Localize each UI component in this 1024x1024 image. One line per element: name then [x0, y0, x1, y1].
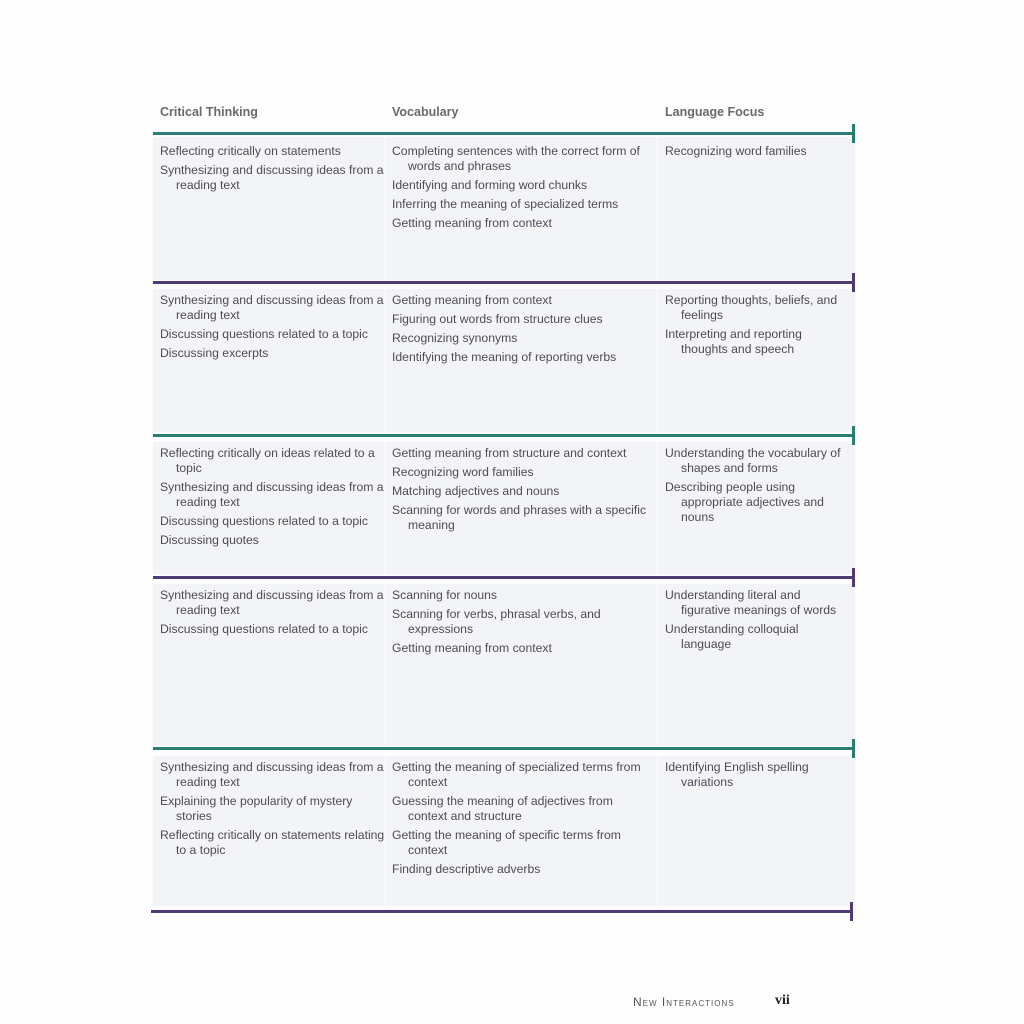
list-item: Interpreting and reporting thoughts and speech — [665, 327, 802, 356]
list-item: Guessing the meaning of adjectives from context and structure — [392, 794, 613, 823]
list-item: Discussing excerpts — [160, 346, 269, 360]
column-divider — [657, 137, 658, 907]
column-divider — [385, 137, 386, 907]
language-focus-cell — [665, 760, 850, 794]
list-item: Scanning for nouns — [392, 588, 498, 602]
list-item: Discussing quotes — [160, 533, 259, 547]
list-item: Synthesizing and discussing ideas from a reading text — [160, 588, 384, 617]
list-item: Recognizing synonyms — [392, 331, 518, 345]
list-item: Recognizing word families — [392, 465, 534, 479]
running-footer-title: New Interactions — [633, 995, 735, 1009]
row-rule — [153, 434, 854, 437]
list-item: Matching adjectives and nouns — [392, 484, 560, 498]
language-focus-cell — [665, 293, 850, 361]
row-rule — [153, 747, 854, 750]
list-item: Discussing questions related to a topic — [160, 327, 368, 341]
list-item: Discussing questions related to a topic — [160, 622, 368, 636]
list-item: Describing people using appropriate adjectives and nouns — [665, 480, 824, 524]
row-rule — [153, 281, 854, 284]
critical-thinking-cell — [160, 293, 385, 365]
page-number: vii — [775, 993, 790, 1008]
header-critical-thinking: Critical Thinking — [160, 105, 258, 119]
list-item: Synthesizing and discussing ideas from a reading text — [160, 163, 384, 192]
list-item: Getting the meaning of specific terms from context — [392, 828, 621, 857]
header-language-focus: Language Focus — [665, 105, 765, 119]
language-focus-cell — [665, 144, 850, 163]
list-item: Identifying and forming word chunks — [392, 178, 588, 192]
list-item: Synthesizing and discussing ideas from a reading text — [160, 480, 384, 509]
list-item: Getting meaning from structure and context — [392, 446, 627, 460]
list-item: Inferring the meaning of specialized terms — [392, 197, 619, 211]
row-rule — [153, 132, 854, 135]
header-vocabulary: Vocabulary — [392, 105, 459, 119]
list-item: Understanding the vocabulary of shapes and forms — [665, 446, 841, 475]
list-item: Reflecting critically on statements — [160, 144, 341, 158]
row-rule — [151, 910, 852, 913]
list-item: Reporting thoughts, beliefs, and feelings — [665, 293, 838, 322]
language-focus-cell — [665, 446, 850, 529]
list-item: Reflecting critically on ideas related to a topic — [160, 446, 375, 475]
list-item: Explaining the popularity of mystery stories — [160, 794, 353, 823]
list-item: Scanning for words and phrases with a specific meaning — [392, 503, 647, 532]
list-item: Getting meaning from context — [392, 293, 552, 307]
list-item: Identifying the meaning of reporting verbs — [392, 350, 617, 364]
list-item: Synthesizing and discussing ideas from a reading text — [160, 760, 384, 789]
list-item: Getting the meaning of specialized terms from context — [392, 760, 641, 789]
list-item: Figuring out words from structure clues — [392, 312, 603, 326]
critical-thinking-cell — [160, 144, 385, 197]
critical-thinking-cell — [160, 446, 385, 552]
list-item: Identifying English spelling variations — [665, 760, 809, 789]
critical-thinking-cell — [160, 760, 385, 862]
list-item: Completing sentences with the correct form of words and phrases — [392, 144, 640, 173]
vocabulary-cell — [392, 588, 647, 660]
list-item: Scanning for verbs, phrasal verbs, and expressions — [392, 607, 601, 636]
vocabulary-cell — [392, 446, 647, 537]
list-item: Getting meaning from context — [392, 641, 552, 655]
list-item: Finding descriptive adverbs — [392, 862, 541, 876]
critical-thinking-cell — [160, 588, 385, 641]
vocabulary-cell — [392, 293, 647, 369]
list-item: Understanding literal and figurative meanings of words — [665, 588, 837, 617]
list-item: Synthesizing and discussing ideas from a reading text — [160, 293, 384, 322]
list-item: Understanding colloquial language — [665, 622, 799, 651]
list-item: Recognizing word families — [665, 144, 807, 158]
vocabulary-cell — [392, 760, 647, 881]
vocabulary-cell — [392, 144, 647, 235]
language-focus-cell — [665, 588, 850, 656]
list-item: Discussing questions related to a topic — [160, 514, 368, 528]
row-rule — [153, 576, 854, 579]
list-item: Reflecting critically on statements relating to a topic — [160, 828, 385, 857]
list-item: Getting meaning from context — [392, 216, 552, 230]
